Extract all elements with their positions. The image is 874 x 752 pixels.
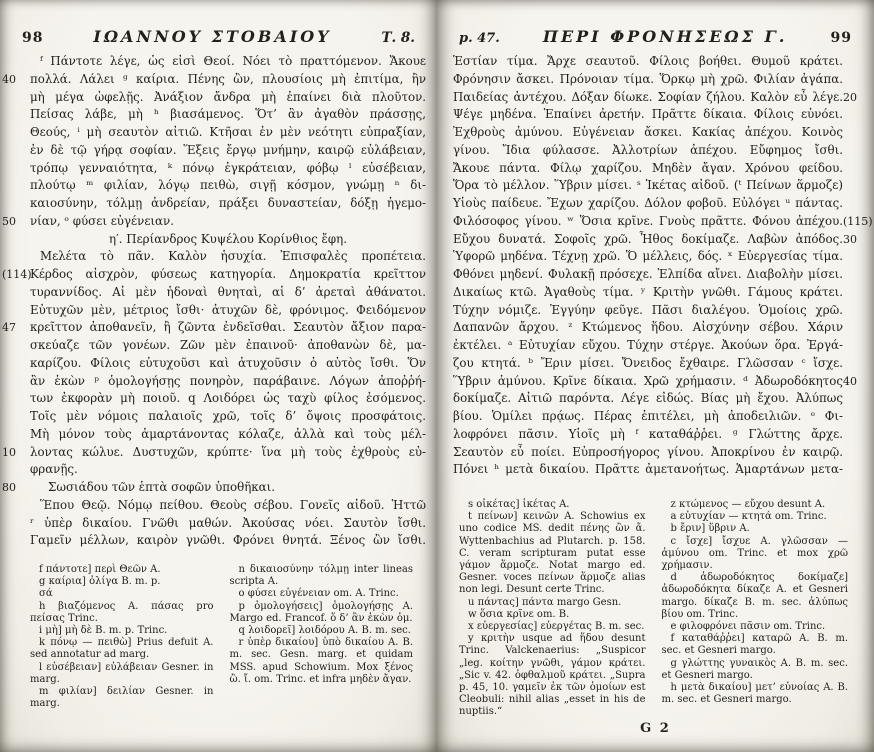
body-line: [453, 142, 843, 160]
body-line: [453, 89, 857, 107]
body-line: [2, 266, 426, 284]
footnote-item: h βιαζόμενος A. πάσας pro πείσας Trinc.: [30, 600, 214, 624]
body-line: [453, 337, 843, 355]
margin-line-number: 20: [843, 90, 857, 104]
footnote-item: a εὐτυχίαν — κτητά om. Trinc.: [670, 511, 827, 523]
footnote-item: n δικαιοσύνην τόλμῃ inter lineas scripta A.: [229, 564, 413, 588]
body-line: [453, 444, 843, 462]
body-line: [453, 177, 843, 195]
line-text: Δαπανῶν ἄρχου. ᶻ Κτώμενος ἥδου. Αἰσχύνην σέβου. Χάριν: [453, 320, 843, 335]
body-line: [453, 266, 843, 284]
margin-line-number: 10: [2, 445, 16, 459]
line-text: λοντας κώλυε. Δυστυχῶν, κρύπτε· ἵνα μὴ τοὺς ἐχθροὺς εὐ-: [30, 444, 426, 459]
body-line: [453, 248, 843, 266]
line-text: βίου. Ὁμίλει πρᾴως. Πέρας ἐπιτέλει, μὴ ἀποδειλιῶν. ᵉ Φι-: [453, 409, 843, 423]
line-text: Ἐχθροὺς ἀμύνου. Εὐγένειαν ἄσκει. Κακίας ἀπέχου. Κοινὸς: [453, 125, 843, 139]
body-line: [453, 319, 843, 337]
line-text: Μὴ μόνον τοὺς ἁμαρτάνοντας κόλαζε, ἀλλὰ καὶ τοὺς μέλ-: [30, 426, 426, 441]
body-line: [2, 213, 426, 231]
line-text: ʳ ὑπὲρ δικαίου. Γνῶθι μαθών. Ἀκούσας νόει. Σαυτὸν ἴσθι.: [30, 515, 426, 530]
line-text: Εὐτυχῶν μὲν, μέτριος ἴσθι· ἀτυχῶν δὲ, φρόνιμος. Φειδόμενον: [30, 302, 426, 317]
body-line: [30, 426, 426, 444]
line-text: Δικαίως κτῶ. Ἀγαθοὺς τίμα. ʸ Κριτὴν γνῶθι. Γάμους κράτει.: [453, 284, 843, 299]
line-text: Μελέτα τὸ πᾶν. Καλὸν ἡσυχία. Ἐπισφαλὲς προπέτεια.: [40, 249, 426, 264]
footnote-item: g γλώττης γυναικὸς A. B. m. sec. et Gesneri margo.: [661, 657, 848, 681]
body-line: [453, 53, 843, 71]
body-line: [453, 106, 843, 124]
line-text: καιοσύνην, τόλμῃ ἀνδρείαν, πράξει δυναστείαν, δόξῃ ἡγεμο-: [30, 196, 426, 210]
body-line: [30, 89, 426, 107]
body-line: [453, 302, 843, 320]
line-text: λοφρόνει πᾶσιν. Υἱοῖς μὴ ᶠ καταθάῤῥει. ᵍ Γλώττης ἄρχε.: [453, 426, 843, 441]
line-text: Σεαυτὸν εὖ ποίει. Εὐπροσήγορος γίνου. Ἀποκρίνου ἐν καιρῷ.: [453, 444, 843, 459]
line-text: τυραννίδος. Αἱ μὲν ἡδοναὶ θνηταὶ, αἱ δ’ ἀρεταὶ ἀθάνατοι.: [30, 284, 426, 299]
footnote-item: p ὁμολογήσεις] ὁμολογήσῃς A. Margo ed. Francof. ὅ δ’ ἂν ἑκὼν ὁμ.: [229, 600, 413, 624]
footnote-item: w ὅσια κρῖνε om. B.: [468, 608, 570, 620]
margin-line-number: 80: [2, 481, 16, 494]
line-text: ἐν δὲ τῷ γήρᾳ σοφίαν. Ἕξεις ἔργῳ μνήμην, καιρῷ εὐλάβειαν,: [30, 142, 426, 157]
line-text: Ἄκουε πάντα. Φίλῳ χαρίζου. Μηδὲν ἄγαν. Χρόνου φείδου.: [453, 160, 843, 175]
margin-line-number: (115): [843, 214, 873, 228]
line-text: Φιλόσοφος γίνου. ʷ Ὅσια κρῖνε. Γνοὺς πρᾶττε. Φόνου ἀπέχου.: [453, 213, 843, 228]
line-text: Ὅρα τὸ μέλλον. Ὕβριν μίσει. ˢ Ἱκέτας αἰδοῦ. (ᵗ Πείνων ἅρμοζε): [453, 178, 843, 193]
line-text: πλούτῳ ᵐ φιλίαν, λόγῳ πειθὼ, σιγῇ κόσμον, γνώμῃ ⁿ δι-: [30, 178, 426, 193]
line-text: ἐκτέλει. ᵃ Εὐτυχίαν εὔχου. Τύχην στέργε. Ἀκούων ὅρα. Ἐργά-: [453, 338, 843, 352]
left-body-text: [2, 53, 426, 550]
footnote-item: k πόνῳ — πειθὼ] Prius defuit A. sed annotatur ad marg.: [30, 637, 214, 661]
line-text: Τύχην νόμιζε. Ἐγγύην φεῦγε. Πᾶσι διαλέγου. Ὁμοίοις χρῶ.: [453, 302, 843, 317]
body-line: [30, 302, 426, 320]
line-text: Πείσας λάβε, μὴ ʰ βιασάμενος. Ὅτ’ ἂν ἀγαθὸν πράσσῃς,: [30, 107, 426, 122]
line-text: Ὕβριν ἀμύνου. Κρῖνε δίκαια. Χρῶ χρήμασιν. ᵈ Ἀδωροδόκητος: [453, 373, 843, 388]
footnote-item: f πάντοτε] περὶ Θεῶν A.: [39, 564, 161, 575]
left-page-number: 98: [22, 30, 44, 46]
footnote-column: [30, 564, 214, 710]
body-line: [2, 319, 426, 337]
line-text: Θεούς, ⁱ μὴ σεαυτὸν αἰτιῶ. Κτῆσαι ἐν μὲν νεότητι εὐπραξίαν,: [30, 125, 426, 139]
footnote-item: i μὴ] μὴ δὲ B. m. p. Trinc.: [39, 625, 168, 637]
line-text: Ἑστίαν τίμα. Ἄρχε σεαυτοῦ. Φίλοις βοήθει. Θυμοῦ κράτει.: [453, 54, 843, 68]
margin-line-number: 50: [2, 214, 16, 228]
line-text: Κέρδος αἰσχρὸν, φύσεως κατηγορία. Δημοκρατία κρεῖττον: [30, 267, 426, 281]
right-running-header: [459, 27, 852, 46]
body-line: [30, 497, 426, 515]
line-text: Πόνει ʰ μετὰ δικαίου. Πρᾶττε ἀμετανοήτως. Ἁμαρτάνων μετα-: [453, 462, 843, 477]
line-text: νίαν, ᵒ φύσει εὐγένειαν.: [30, 213, 174, 228]
body-line: [30, 53, 426, 71]
footnote-item: y κριτὴν usque ad ἥδου desunt Trinc. Valckenaerius: „Suspicor „leg. κοίτην γνῶθι, γάμον κράτει. „Sic v. 42. ὀφθαλμοῦ κράτει. „Supra p. 45, 10. γαμεῖν ἐκ τῶν ὁμοίων est Cleobuli: nihil alias „esset in his de nuptiis.“: [459, 633, 646, 718]
line-text: Εὔχου δυνατά. Σοφοῖς χρῶ. Ἦθος δοκίμαζε. Λαβὼν ἀπόδος.: [453, 231, 843, 246]
left-running-header: [22, 27, 415, 46]
footnote-item: f καταθάῤῥει] καταρῶ A. B. m. sec. et Gesneri margo.: [661, 633, 848, 657]
body-line: [30, 124, 426, 142]
body-line: [30, 195, 426, 213]
line-text: γίνου. Ἴδια φύλασσε. Ἀλλοτρίων ἀπέχου. Εὔφημος ἴσθι.: [453, 142, 843, 157]
line-text: ἂν ἑκὼν ᵖ ὁμολογήσῃς πονηρὸν, παράβαινε. Λόγων ἀποῤῥή-: [30, 373, 426, 388]
line-text: Ὑφορῶ μηδένα. Τέχνῃ χρῶ. Ὅ μέλλεις, δός. ˣ Εὐεργεσίας τίμα.: [453, 249, 843, 264]
footnote-column: [230, 564, 414, 710]
footnote-item: σά: [39, 588, 53, 600]
line-text: Παιδείας ἀντέχου. Δόξαν δίωκε. Σοφίαν ζήλου. Καλὸν εὖ λέγε.: [453, 89, 843, 104]
body-line: [453, 213, 873, 231]
body-line: [453, 71, 843, 89]
footnote-item: b ἔριν] ὕβριν A.: [670, 523, 750, 535]
section-heading: [30, 231, 426, 249]
left-footnotes: [30, 564, 413, 710]
left-volume-ref: Τ. 8.: [381, 30, 415, 46]
footnote-item: l εὐσέβειαν] εὐλάβειαν Gesner. in marg.: [30, 661, 214, 685]
right-footnotes: [459, 499, 848, 719]
line-text: η′. Περίανδρος Κυψέλου Κορίνθιος ἔφη.: [109, 231, 347, 246]
margin-line-number: 30: [843, 232, 857, 246]
line-text: τρόπῳ γενναιότητα, ᵏ πόνῳ ἐγκράτειαν, φόβῳ ˡ εὐσέβειαν,: [30, 160, 426, 175]
body-line: [453, 461, 843, 479]
body-line: [30, 177, 426, 195]
line-text: των ἐκφορὰν μὴ ποιοῦ. q Λοιδόρει ὡς ταχὺ φίλος ἐσόμενος.: [30, 391, 426, 406]
body-line: [453, 160, 843, 178]
line-text: Τοῖς μὲν νόμοις παλαιοῖς χρῶ, τοῖς δ’ ὄψοις προσφάτοις.: [30, 409, 426, 423]
footnote-item: c ἴσχε] ἴσχυε A. γλῶσσαν — ἀμύνου om. Trinc. et mox χρῶ χρήμασιν.: [661, 535, 848, 572]
line-text: ᶠ Πάντοτε λέγε, ὡς εἰσὶ Θεοί. Νόει τὸ πραττόμενον. Ἄκουε: [40, 54, 426, 68]
line-text: Φθόνει μηδενί. Φυλακῇ πρόσεχε. Ἐλπίδα αἴνει. Διαβολὴν μίσει.: [453, 267, 843, 281]
margin-line-number: 40: [843, 374, 857, 388]
footnote-item: r ὑπὲρ δικαίου] ὑπὸ δικαίου A. B. m. sec. Gesn. marg. et quidam MSS. apud Schowium. Mox ξένος ὢ. ἴ. om. Trinc. et infra μηδὲν ἄγαν.: [229, 637, 413, 685]
footnote-item: g καίρια] ὀλίγα B. m. p.: [39, 576, 161, 588]
line-text: Ψέγε μηδένα. Ἐπαίνει ἀρετήν. Πρᾶττε δίκαια. Φίλοις εὐνόει.: [453, 107, 843, 122]
footnote-item: e φιλοφρόνει πᾶσιν om. Trinc.: [670, 621, 826, 633]
body-line: [30, 337, 426, 355]
right-page-ref: p. 47.: [459, 31, 500, 46]
body-line: [2, 71, 426, 89]
body-line: [30, 461, 426, 479]
line-text: πολλά. Λάλει ᵍ καίρια. Πένης ὢν, πλουσίοις μὴ ἐπιτίμα, ἢν: [30, 71, 426, 86]
right-running-title: ΠΕΡΙ ΦΡΟΝΗΣΕΩΣ Γ.: [542, 27, 788, 46]
margin-line-number: (114): [2, 268, 32, 281]
body-line: [453, 426, 843, 444]
body-line: [30, 106, 426, 124]
body-line: [453, 284, 843, 302]
section-heading: [2, 479, 426, 497]
body-line: [30, 390, 426, 408]
footnote-item: o φύσει εὐγένειαν om. A. Trinc.: [238, 588, 399, 600]
footnote-item: x εὐεργεσίας] εὐεργέτας B. m. sec.: [468, 621, 645, 633]
line-text: Σωσιάδου τῶν ἑπτὰ σοφῶν ὑποθῆκαι.: [48, 480, 275, 494]
footnote-item: q λοιδορεῖ] λοιδόρου A. B. m. sec.: [238, 625, 411, 637]
body-line: [453, 124, 843, 142]
line-text: ζου κτητά. ᵇ Ἔριν μίσει. Ὄνειδος ἔχθαιρε. Γλῶσσαν ᶜ ἴσχε.: [453, 355, 843, 370]
footnote-item: u πάντας] πάντα margo Gesn.: [468, 596, 622, 608]
footnote-item: d ἀδωροδόκητος δοκίμαζε] ἀδωροδόκητα δίκαζε A. et Gesneri margo. δίκαζε B. m. sec. ἀλύπως βίου om. Trinc.: [661, 572, 848, 620]
body-line: [453, 355, 843, 373]
footnote-column: [662, 499, 849, 719]
body-line: [453, 373, 857, 391]
footnote-item: m φιλίαν] δειλίαν Gesner. in marg.: [30, 686, 214, 710]
line-text: δοκίμαζε. Αἰτιῶ παρόντα. Λέγε εἰδώς. Βίας μὴ ἔχου. Ἀλύπως: [453, 391, 843, 406]
line-text: Φρόνησιν ἄσκει. Πρόνοιαν τίμα. Ὅρκῳ μὴ χρῶ. Φιλίαν ἀγάπα.: [453, 71, 843, 86]
body-line: [2, 444, 426, 462]
right-page-number: 99: [830, 30, 852, 46]
body-line: [453, 390, 843, 408]
body-line: [30, 284, 426, 302]
line-text: φρανῇς.: [30, 462, 78, 477]
line-text: καρίζου. Φίλοις εὐτυχοῦσι καὶ ἀτυχοῦσιν ὁ αὐτὸς ἴσθι. Ὅν: [30, 355, 426, 370]
margin-line-number: 47: [2, 321, 16, 335]
line-text: σκεύαζε τῶν γονέων. Ζῶν μὲν ἐπαινοῦ· ἀποθανὼν δὲ, μα-: [30, 338, 426, 352]
body-line: [30, 248, 426, 266]
margin-line-number: 40: [2, 72, 16, 86]
line-text: κρεῖττον ἀποθανεῖν, ἢ ζῶντα ἐνδεῖσθαι. Σεαυτὸν ἄξιον παρα-: [30, 320, 426, 335]
body-line: [30, 532, 426, 550]
footnote-item: z κτώμενος — εὔχου desunt A.: [670, 499, 826, 510]
body-line: [30, 373, 426, 391]
right-body-text: [453, 53, 873, 479]
body-line: [30, 160, 426, 178]
footnote-item: h μετὰ δικαίου] μετ’ εὐνοίας A. B. m. sec. et Gesneri margo.: [661, 682, 848, 706]
body-line: [30, 355, 426, 373]
signature-mark: G 2: [640, 721, 671, 736]
body-line: [453, 408, 843, 426]
line-text: Γαμεῖν μέλλων, καιρὸν γνῶθι. Φρόνει θνητά. Ξένος ὢν ἴσθι.: [30, 533, 426, 548]
body-line: [453, 231, 857, 249]
line-text: μὴ μέγα ὠφελῇς. Ἀνάξιον ἄνδρα μὴ ἐπαίνει διὰ πλοῦτον.: [30, 89, 426, 104]
body-line: [453, 195, 843, 213]
footnote-item: t πείνων] κεινῶν A. Schowius ex uno codice MS. dedit πένης ὢν ἄ. Wyttenbachius ad Plutarch. p. 158. C. veram scripturam putat esse γάμον ἅρμοζε. Notat margo ed. Gesner. voces πείνων ἅρμοζε alias non legi. Desunt certe Trinc.: [459, 511, 646, 596]
left-running-title: ΙΩΑΝΝΟΥ ΣΤΟΒΑΙΟΥ: [93, 27, 332, 46]
body-line: [30, 515, 426, 533]
page-right: [437, 0, 874, 752]
body-line: [30, 142, 426, 160]
line-text: Υἱοὺς παίδευε. Ἔχων χαρίζου. Δόλον φοβοῦ. Εὐλόγει ᵘ πάντας.: [453, 196, 843, 210]
footnote-item: s οἰκέτας] ἱκέτας A.: [468, 499, 570, 510]
line-text: Ἕπου Θεῷ. Νόμῳ πείθου. Θεοὺς σέβου. Γονεῖς αἰδοῦ. Ἡττῶ: [40, 497, 426, 512]
body-line: [30, 408, 426, 426]
footnote-column: [459, 499, 646, 719]
